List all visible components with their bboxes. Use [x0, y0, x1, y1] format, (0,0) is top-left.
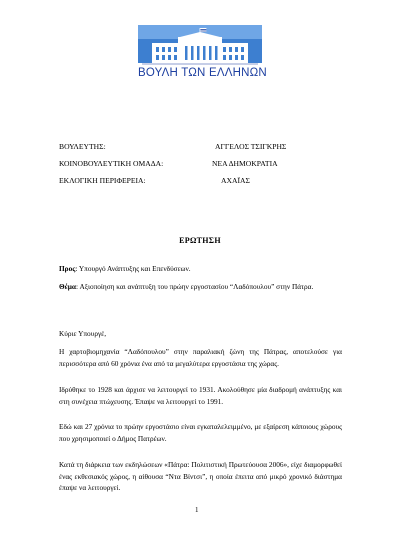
meta-row-mp — [59, 142, 287, 151]
page-number: 1 — [195, 506, 199, 514]
body-paragraph: Κατά τη διάρκεια των εκδηλώσεων «Πάτρα: Πολιτιστική Πρωτεύουσα 2006», είχε διαμορφωθεί ένας εκθεσιακός χώρος, η αίθουσα “Ντα Βίντσι”, η οποία έπειτα από μικρό χρονικό διάστημα έπαψε να λειτουργεί. — [59, 460, 342, 493]
meta-label: ΕΚΛΟΓΙΚΗ ΠΕΡΙΦΕΡΕΙΑ: — [59, 176, 146, 185]
logo-text: ΒΟΥΛΗ ΤΩΝ ΕΛΛΗΝΩΝ — [138, 67, 267, 79]
salutation: Κύριε Υπουργέ, — [59, 329, 107, 338]
recipient-line — [59, 263, 342, 275]
subject-line — [59, 281, 342, 293]
recipient-text: : Υπουργό Ανάπτυξης και Επενδύσεων. — [75, 264, 191, 273]
meta-value: ΑΧΑΪΑΣ — [221, 176, 250, 185]
body-paragraph: Ιδρύθηκε το 1928 και άρχισε να λειτουργεί το 1931. Ακολούθησε μία διαδρομή ανάπτυξης και στη συνέχεια πτώχευσης. Έπαψε να λειτουργεί το 1991. — [59, 385, 342, 406]
meta-label: ΒΟΥΛΕΥΤΗΣ: — [59, 142, 106, 151]
meta-value: ΑΓΓΕΛΟΣ ΤΣΙΓΚΡΗΣ — [215, 142, 287, 151]
recipient-label: Προς — [59, 264, 76, 273]
subject-label: Θέμα — [59, 282, 77, 291]
subject-text: : Αξιοποίηση και ανάπτυξη του πρώην εργοστασίου “Λαδόπουλου” στην Πάτρα. — [76, 282, 314, 291]
meta-row-constituency — [59, 176, 250, 185]
parliament-building-icon — [138, 25, 262, 69]
meta-value: ΝΕΑ ΔΗΜΟΚΡΑΤΙΑ — [212, 159, 278, 168]
document-title: ΕΡΩΤΗΣΗ — [179, 236, 221, 245]
meta-label: ΚΟΙΝΟΒΟΥΛΕΥΤΙΚΗ ΟΜΑΔΑ: — [59, 159, 164, 168]
body-paragraph: Εδώ και 27 χρόνια το πρώην εργοστάσιο είναι εγκαταλελειμμένο, με εξαίρεση κάποιους χώρους που χρησιμοποιεί ο Δήμος Πατρέων. — [59, 422, 342, 443]
body-paragraph: Η χαρτοβιομηχανία “Λαδόπουλου” στην παραλιακή ζώνη της Πάτρας, αποτελούσε για περισσότερα από 60 χρόνια ένα από τα μεγαλύτερα εργοστάσια της χώρας. — [59, 347, 342, 368]
parliament-logo — [138, 25, 267, 92]
meta-row-party — [59, 159, 278, 168]
